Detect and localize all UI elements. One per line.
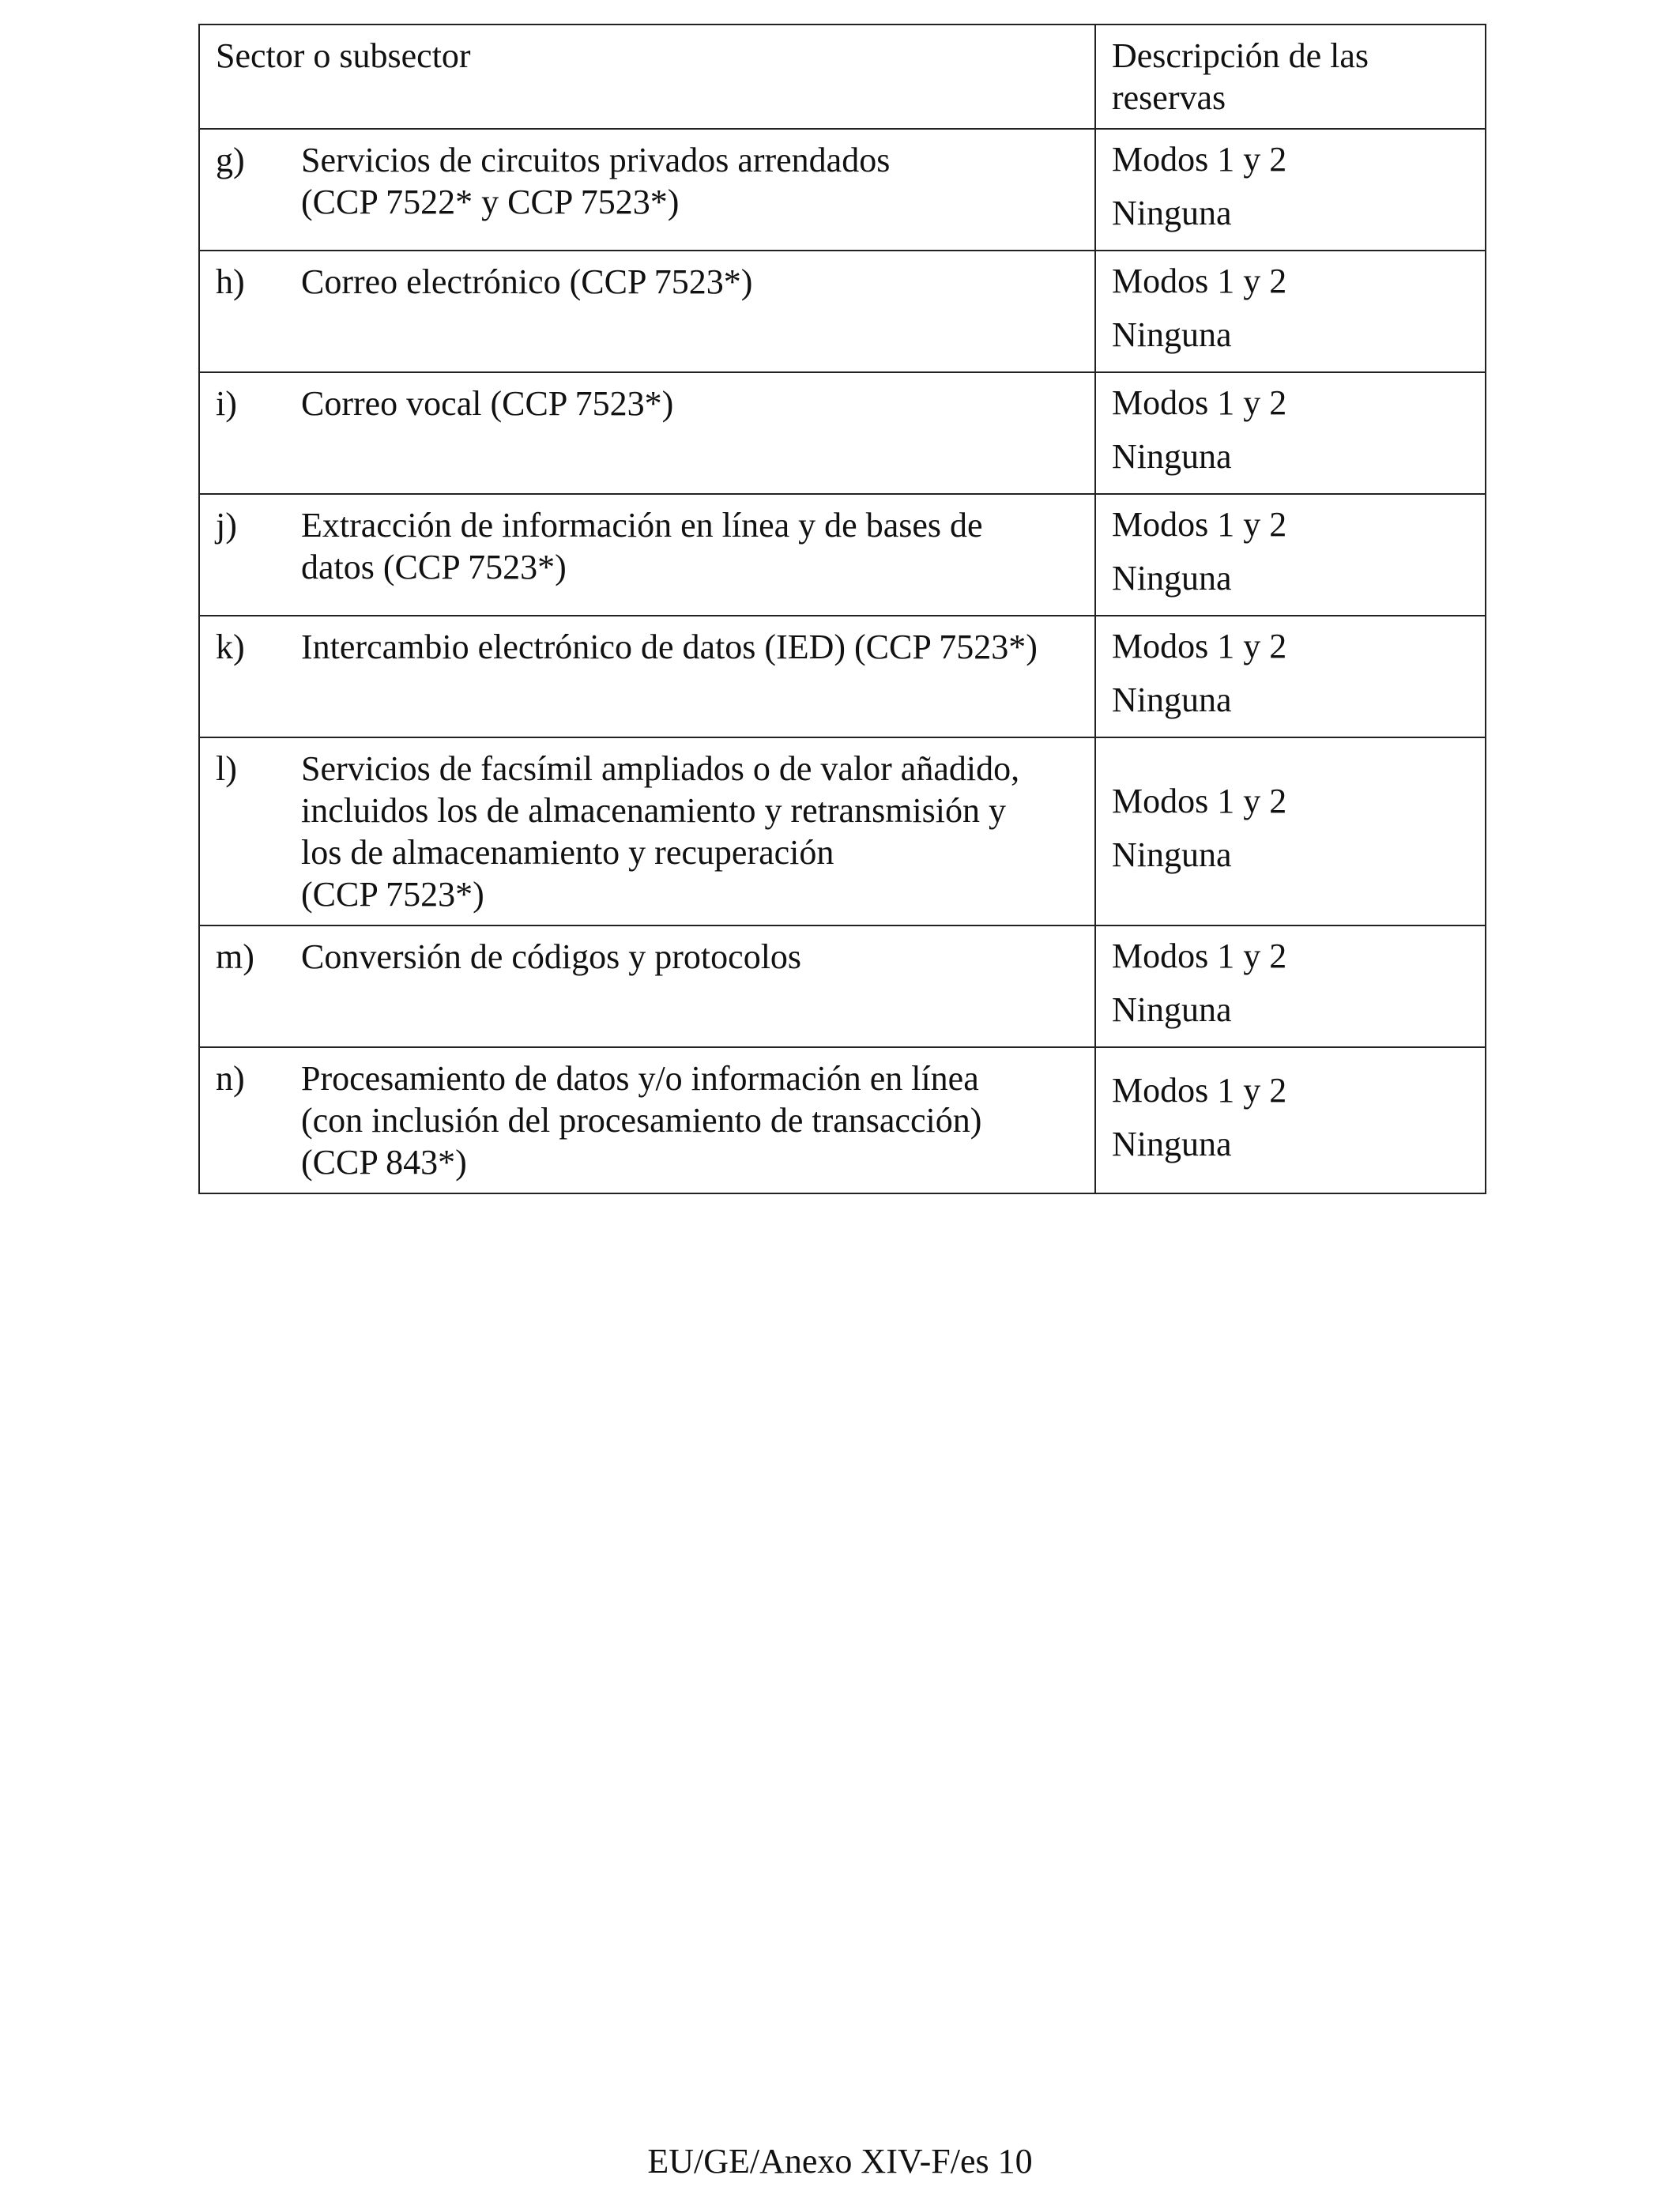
modes-text: Modos 1 y 2 [1112, 1070, 1287, 1110]
sector-text: Procesamiento de datos y/o información en línea (con inclusión del procesamiento de transacción) (CCP 843*) [301, 1059, 982, 1182]
table-row [199, 129, 1486, 251]
reservation-text: Ninguna [1112, 559, 1232, 598]
table-row [199, 925, 1486, 1047]
modes-text: Modos 1 y 2 [1112, 937, 1287, 975]
sector-text: Conversión de códigos y protocolos [301, 937, 802, 976]
modes-text: Modos 1 y 2 [1112, 262, 1287, 300]
sector-text: Servicios de facsímil ampliados o de valor añadido, incluidos los de almacenamiento y retransmisión y los de almacenamiento y recuperación (CCP 7523*) [301, 749, 1020, 914]
sector-cell [199, 925, 1095, 1047]
reservation-text: Ninguna [1112, 680, 1232, 719]
row-letter: n) [216, 1059, 245, 1098]
table-row [199, 1047, 1486, 1193]
sector-cell [199, 372, 1095, 494]
modes-text: Modos 1 y 2 [1112, 383, 1287, 422]
description-cell [1095, 616, 1486, 737]
reservations-table [198, 24, 1486, 1194]
description-cell [1095, 1047, 1486, 1193]
header-sector: Sector o subsector [199, 25, 1095, 129]
sector-text: Extracción de información en línea y de bases de datos (CCP 7523*) [301, 506, 983, 586]
sector-cell [199, 494, 1095, 616]
sector-text: Correo vocal (CCP 7523*) [301, 384, 674, 423]
sector-text: Correo electrónico (CCP 7523*) [301, 262, 753, 301]
description-cell [1095, 737, 1486, 925]
sector-cell [199, 129, 1095, 251]
row-letter: h) [216, 262, 245, 301]
reservation-text: Ninguna [1112, 437, 1232, 476]
row-letter: m) [216, 937, 254, 976]
modes-text: Modos 1 y 2 [1112, 505, 1287, 544]
sector-text: Servicios de circuitos privados arrendados (CCP 7522* y CCP 7523*) [301, 141, 891, 221]
description-cell [1095, 372, 1486, 494]
reservation-text: Ninguna [1112, 194, 1232, 232]
modes-text: Modos 1 y 2 [1112, 140, 1287, 179]
description-cell [1095, 925, 1486, 1047]
sector-cell [199, 616, 1095, 737]
description-cell [1095, 129, 1486, 251]
sector-cell [199, 251, 1095, 372]
sector-text: Intercambio electrónico de datos (IED) (CCP 7523*) [301, 628, 1038, 666]
header-description: Descripción de las reservas [1095, 25, 1486, 129]
reservation-text: Ninguna [1112, 990, 1232, 1029]
row-letter: k) [216, 628, 245, 666]
description-cell [1095, 251, 1486, 372]
row-letter: j) [216, 506, 237, 545]
sector-cell [199, 737, 1095, 925]
row-letter: l) [216, 749, 237, 788]
table-row [199, 494, 1486, 616]
table-row [199, 616, 1486, 737]
row-letter: g) [216, 141, 245, 179]
table-row [199, 737, 1486, 925]
table-header-row [199, 25, 1486, 129]
table-row [199, 372, 1486, 494]
table-row [199, 251, 1486, 372]
description-cell [1095, 494, 1486, 616]
reservation-text: Ninguna [1112, 315, 1232, 354]
row-letter: i) [216, 384, 237, 423]
reservation-text: Ninguna [1112, 835, 1232, 874]
page-footer-reference: EU/GE/Anexo XIV-F/es 10 [647, 2142, 1033, 2181]
reservation-text: Ninguna [1112, 1124, 1232, 1163]
modes-text: Modos 1 y 2 [1112, 782, 1287, 820]
sector-cell [199, 1047, 1095, 1193]
modes-text: Modos 1 y 2 [1112, 627, 1287, 665]
